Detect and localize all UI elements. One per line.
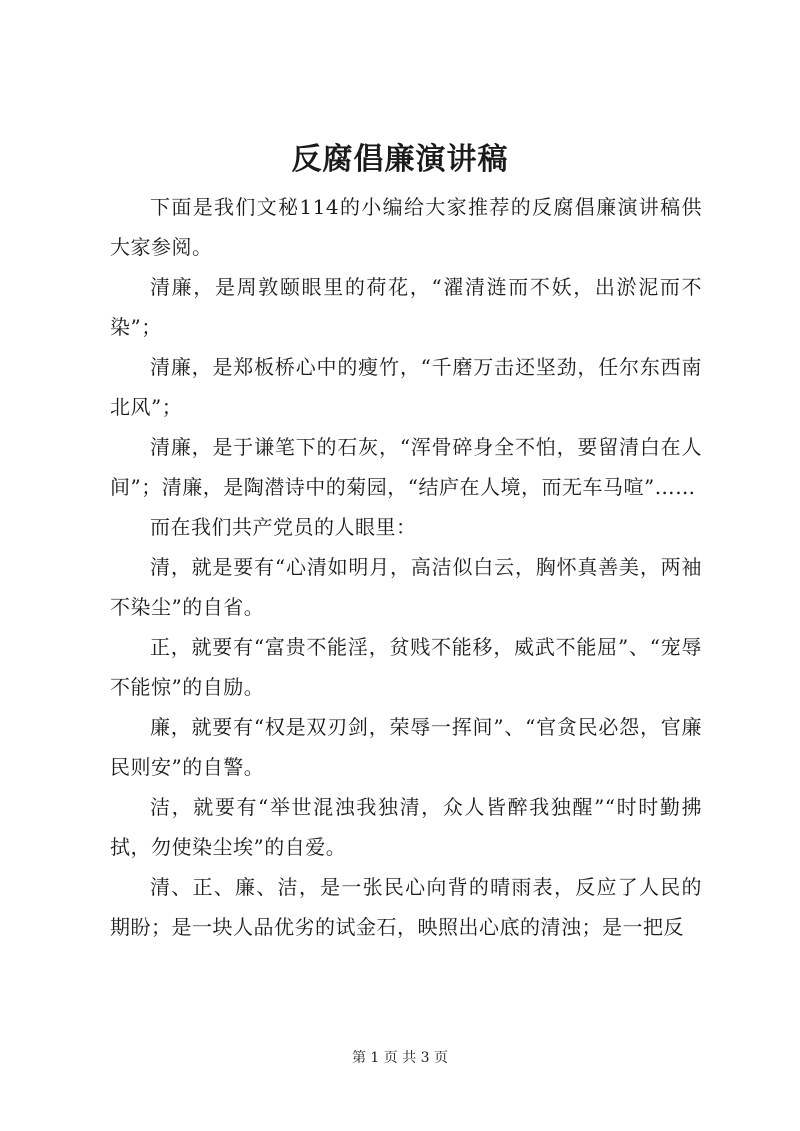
paragraph: 清廉，是于谦笔下的石灰，“浑骨碎身全不怕，要留清白在人间”；清廉，是陶潜诗中的菊园，“结庐在人境，而无车马喧”……	[110, 435, 702, 499]
paragraph: 正，就要有“富贵不能淫，贫贱不能移，威武不能屈”、“宠辱不能惊”的自励。	[110, 635, 702, 699]
paragraph: 廉，就要有“权是双刃剑，荣辱一挥间”、“官贪民必怨，官廉民则安”的自警。	[110, 715, 702, 779]
paragraph: 洁，就要有“举世混浊我独清，众人皆醉我独醒”“时时勤拂拭，勿使染尘埃”的自爱。	[110, 795, 702, 859]
paragraph: 下面是我们文秘114的小编给大家推荐的反腐倡廉演讲稿供大家参阅。	[110, 195, 702, 259]
paragraph: 而在我们共产党员的人眼里：	[150, 515, 417, 539]
document-title: 反腐倡廉演讲稿	[291, 142, 509, 177]
paragraph: 清廉，是周敦颐眼里的荷花，“濯清涟而不妖，出淤泥而不染”；	[110, 275, 702, 339]
paragraph: 清廉，是郑板桥心中的瘦竹，“千磨万击还坚劲，任尔东西南北风”；	[110, 355, 702, 419]
paragraph: 清，就是要有“心清如明月，高洁似白云，胸怀真善美，两袖不染尘”的自省。	[110, 555, 702, 619]
paragraph: 清、正、廉、洁，是一张民心向背的晴雨表，反应了人民的期盼；是一块人品优劣的试金石，映照出心底的清浊；是一把反	[110, 875, 702, 939]
page-footer: 第 1 页 共 3 页	[351, 1050, 449, 1066]
document-body	[110, 187, 702, 947]
